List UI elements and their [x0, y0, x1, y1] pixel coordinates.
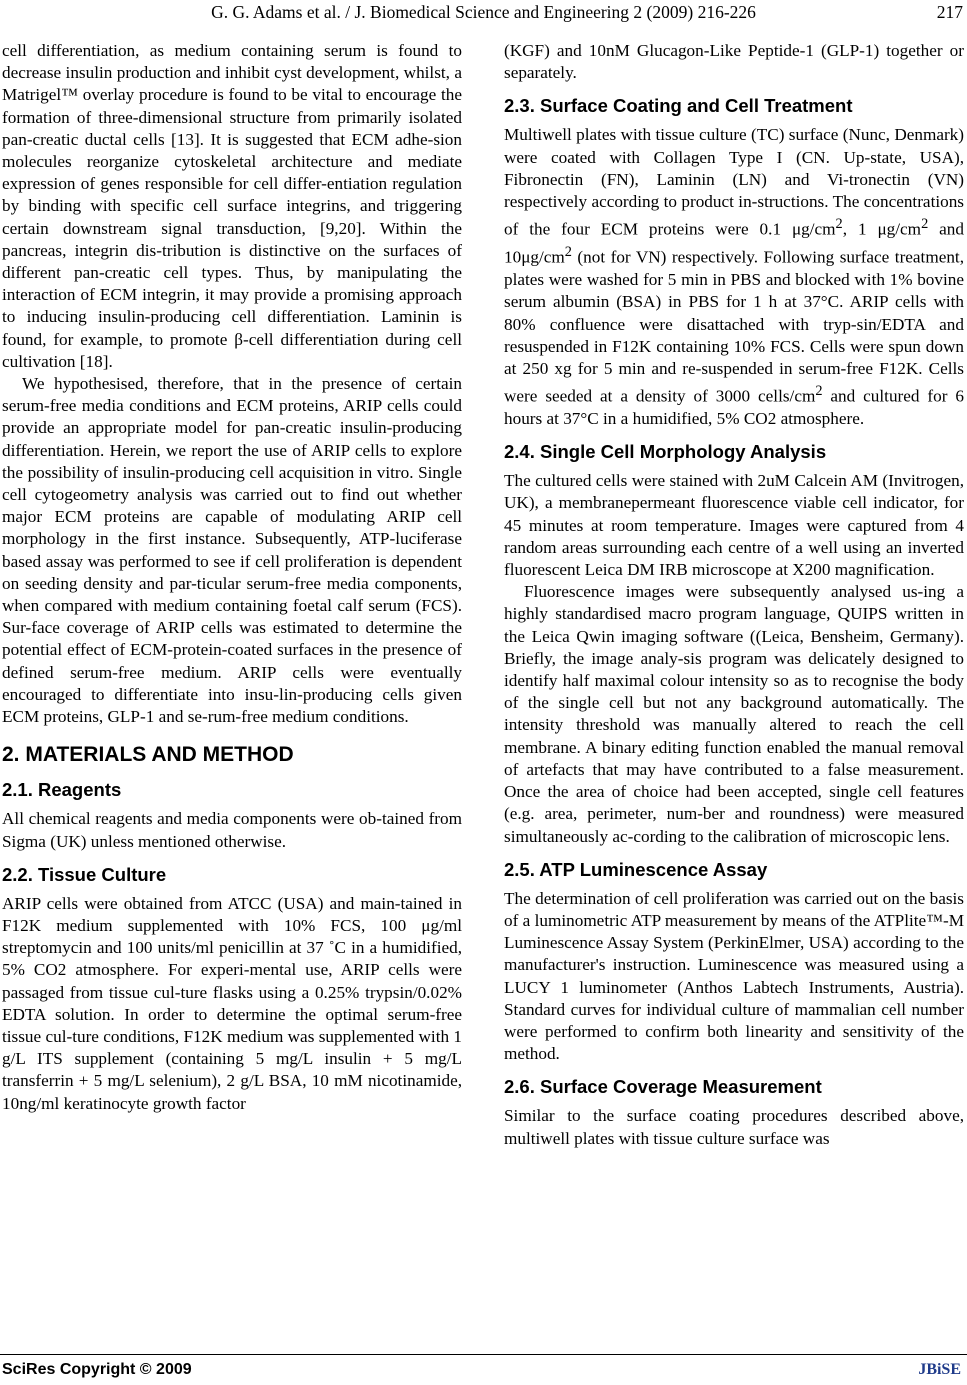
- superscript: 2: [921, 216, 929, 233]
- subsection-heading-morphology: 2.4. Single Cell Morphology Analysis: [504, 441, 827, 463]
- coating-text-b: , 1 μg/cm: [842, 219, 922, 239]
- surface-coating-paragraph: [504, 124, 964, 430]
- journal-abbreviation: JBiSE: [918, 1361, 961, 1378]
- coating-text-c: and 10μg/cm: [504, 219, 964, 267]
- section-heading-methods: 2. MATERIALS AND METHOD: [2, 743, 294, 767]
- superscript: 2: [815, 383, 823, 400]
- morphology-analysis-paragraph: Fluorescence images were subsequently analysed us-ing a highly standardised macro program language, QUIPS written in the Leica Qwin imaging software ((Leica, Bensheim, Germany). Briefly, the image analy-sis program was delicately designed to identify half maximal colour intensity so as to recognise the body of the single cell but not any background automatically. The intensity threshold was manually altered to reach the cell membrane. A binary editing function enabled the manual removal of artefacts that may have contributed to a false measurement. Once the area of choice had been accepted, single cell features (e.g. area, perimeter, num-ber and roundness) were measured simultaneously ac-cording to the calibration of microscopic lens.: [504, 582, 964, 846]
- footer-divider: [0, 1354, 967, 1355]
- reagents-paragraph: All chemical reagents and media components were ob-tained from Sigma (UK) unless mentioned otherwise.: [2, 809, 462, 851]
- left-column: [2, 40, 462, 1115]
- subsection-heading-atp: 2.5. ATP Luminescence Assay: [504, 858, 768, 880]
- coating-text-a: Multiwell plates with tissue culture (TC) surface (Nunc, Denmark) were coated with Collagen Type I (CN. Up-state, USA), Fibronectin (FN), Laminin (LN) and Vi-tronectin (VN) respectively according to product in-structions. The concentrations of the four ECM proteins were 0.1 μg/cm: [504, 125, 964, 239]
- superscript: 2: [835, 216, 843, 233]
- tissue-culture-paragraph-continued: (KGF) and 10nM Glucagon-Like Peptide-1 (GLP-1) together or separately.: [504, 41, 964, 83]
- running-head: G. G. Adams et al. / J. Biomedical Science and Engineering 2 (2009) 216-226: [211, 2, 756, 22]
- intro-paragraph-continued: cell differentiation, as medium containing serum is found to decrease insulin production and inhibit cyst development, whilst, a Matrigel™ overlay procedure is found to be vital to encourage the formation of three-dimensional structure from primarily isolated pan-creatic ductal cells [13]. It is suggested that ECM adhe-sion molecules reorganize cytoskeletal architecture and mediate expression of genes responsible for cell differ-entiation regulation by binding with specific cell surface integrins, and triggering certain downstream signal transduction, [9,20]. Within the pancreas, integrin dis-tribution is distinctive on the surfaces of different pan-creatic cell types. Thus, by manipulating the interaction of ECM integrin, it may provide a promising approach to inducing insulin-producing cell differentiation. Laminin is found, for example, to promote β-cell differentiation during cell cultivation [18].: [2, 41, 462, 371]
- right-column: [504, 40, 964, 1150]
- superscript: 2: [564, 244, 572, 261]
- hypothesis-paragraph: We hypothesised, therefore, that in the presence of certain serum-free media conditions and ECM proteins, ARIP cells could provide an appropriate model for pan-creatic insulin-producing differentiation. Herein, we report the use of ARIP cells to explore the possibility of insulin-producing cell acquisition in vitro. Single cell cytogeometry analysis was carried out to find out whether major ECM proteins are capable of modulating ARIP cell morphology in the first instance. Subsequently, ATP-luciferase based assay was performed to see if cell proliferation is dependent on seeding density and par-ticular serum-free media components, when compared with medium containing foetal calf serum (FCS). Sur-face coverage of ARIP cells was estimated to determine the potential effect of ECM-protein-coated surfaces in the presence of defined serum-free medium. ARIP cells were eventually encouraged to differentiate into insu-lin-producing cells given ECM proteins, GLP-1 and se-rum-free medium conditions.: [2, 374, 462, 727]
- coating-text-e: and cultured for 6 hours at 37°C in a humidified, 5% CO2 atmosphere.: [504, 386, 964, 429]
- subsection-heading-surface-coverage: 2.6. Surface Coverage Measurement: [504, 1076, 822, 1098]
- subsection-heading-tissue-culture: 2.2. Tissue Culture: [2, 863, 167, 885]
- coating-text-d: (not for VN) respectively. Following surface treatment, plates were washed for 5 min in PBS and blocked with 1% bovine serum albumin (BSA) in PBS for 1 h at 37°C. ARIP cells with 80% confluence were disattached with tryp-sin/EDTA and resuspended in F12K containing 10% FCS. Cells were spun down at 250 xg for 5 min and re-suspended in serum-free F12K. Cells were seeded at a density of 3000 cells/cm: [504, 247, 964, 406]
- atp-paragraph: The determination of cell proliferation was carried out on the basis of a luminometric ATP measurement by means of the ATPlite™-M Luminescence Assay System (PerkinElmer, USA) according to the manufacturer's instruction. Luminescence was measured using a LUCY 1 luminometer (Anthos Labtech Instruments, Austria). Standard curves for individual culture of mammalian cell number were performed to confirm both linearity and sensitivity of the method.: [504, 888, 964, 1064]
- tissue-culture-paragraph: ARIP cells were obtained from ATCC (USA) and main-tained in F12K medium supplemented with 10% FCS, 100 μg/ml streptomycin and 100 units/ml penicillin at 37 ˚C in a humidified, 5% CO2 atmosphere. For experi-mental use, ARIP cells were passaged from tissue cul-ture flasks using a 0.25% trypsin/0.02% EDTA solution. In order to determine the optimal serum-free tissue cul-ture conditions, F12K medium was supplemented with 1 g/L ITS supplement (containing 5 mg/L insulin + 5 mg/L transferrin + 5 mg/L selenium), 2 g/L BSA, 10 mM nicotinamide, 10ng/ml keratinocyte growth factor: [2, 893, 462, 1113]
- subsection-heading-reagents: 2.1. Reagents: [2, 779, 122, 801]
- surface-coverage-paragraph: Similar to the surface coating procedures described above, multiwell plates with tissue culture surface was: [504, 1106, 964, 1148]
- subsection-heading-surface-coating: 2.3. Surface Coating and Cell Treatment: [504, 95, 853, 117]
- copyright-notice: SciRes Copyright © 2009: [2, 1361, 192, 1378]
- morphology-paragraph: The cultured cells were stained with 2uM Calcein AM (Invitrogen, UK), a membranepermeant fluorescence viable cell indicator, for 45 minutes at room temperature. Images were captured from 4 random areas surrounding each centre of a well using an inverted fluorescent Leica DM IRB microscope at X200 magnification.: [504, 471, 964, 580]
- page-number: 217: [936, 2, 963, 22]
